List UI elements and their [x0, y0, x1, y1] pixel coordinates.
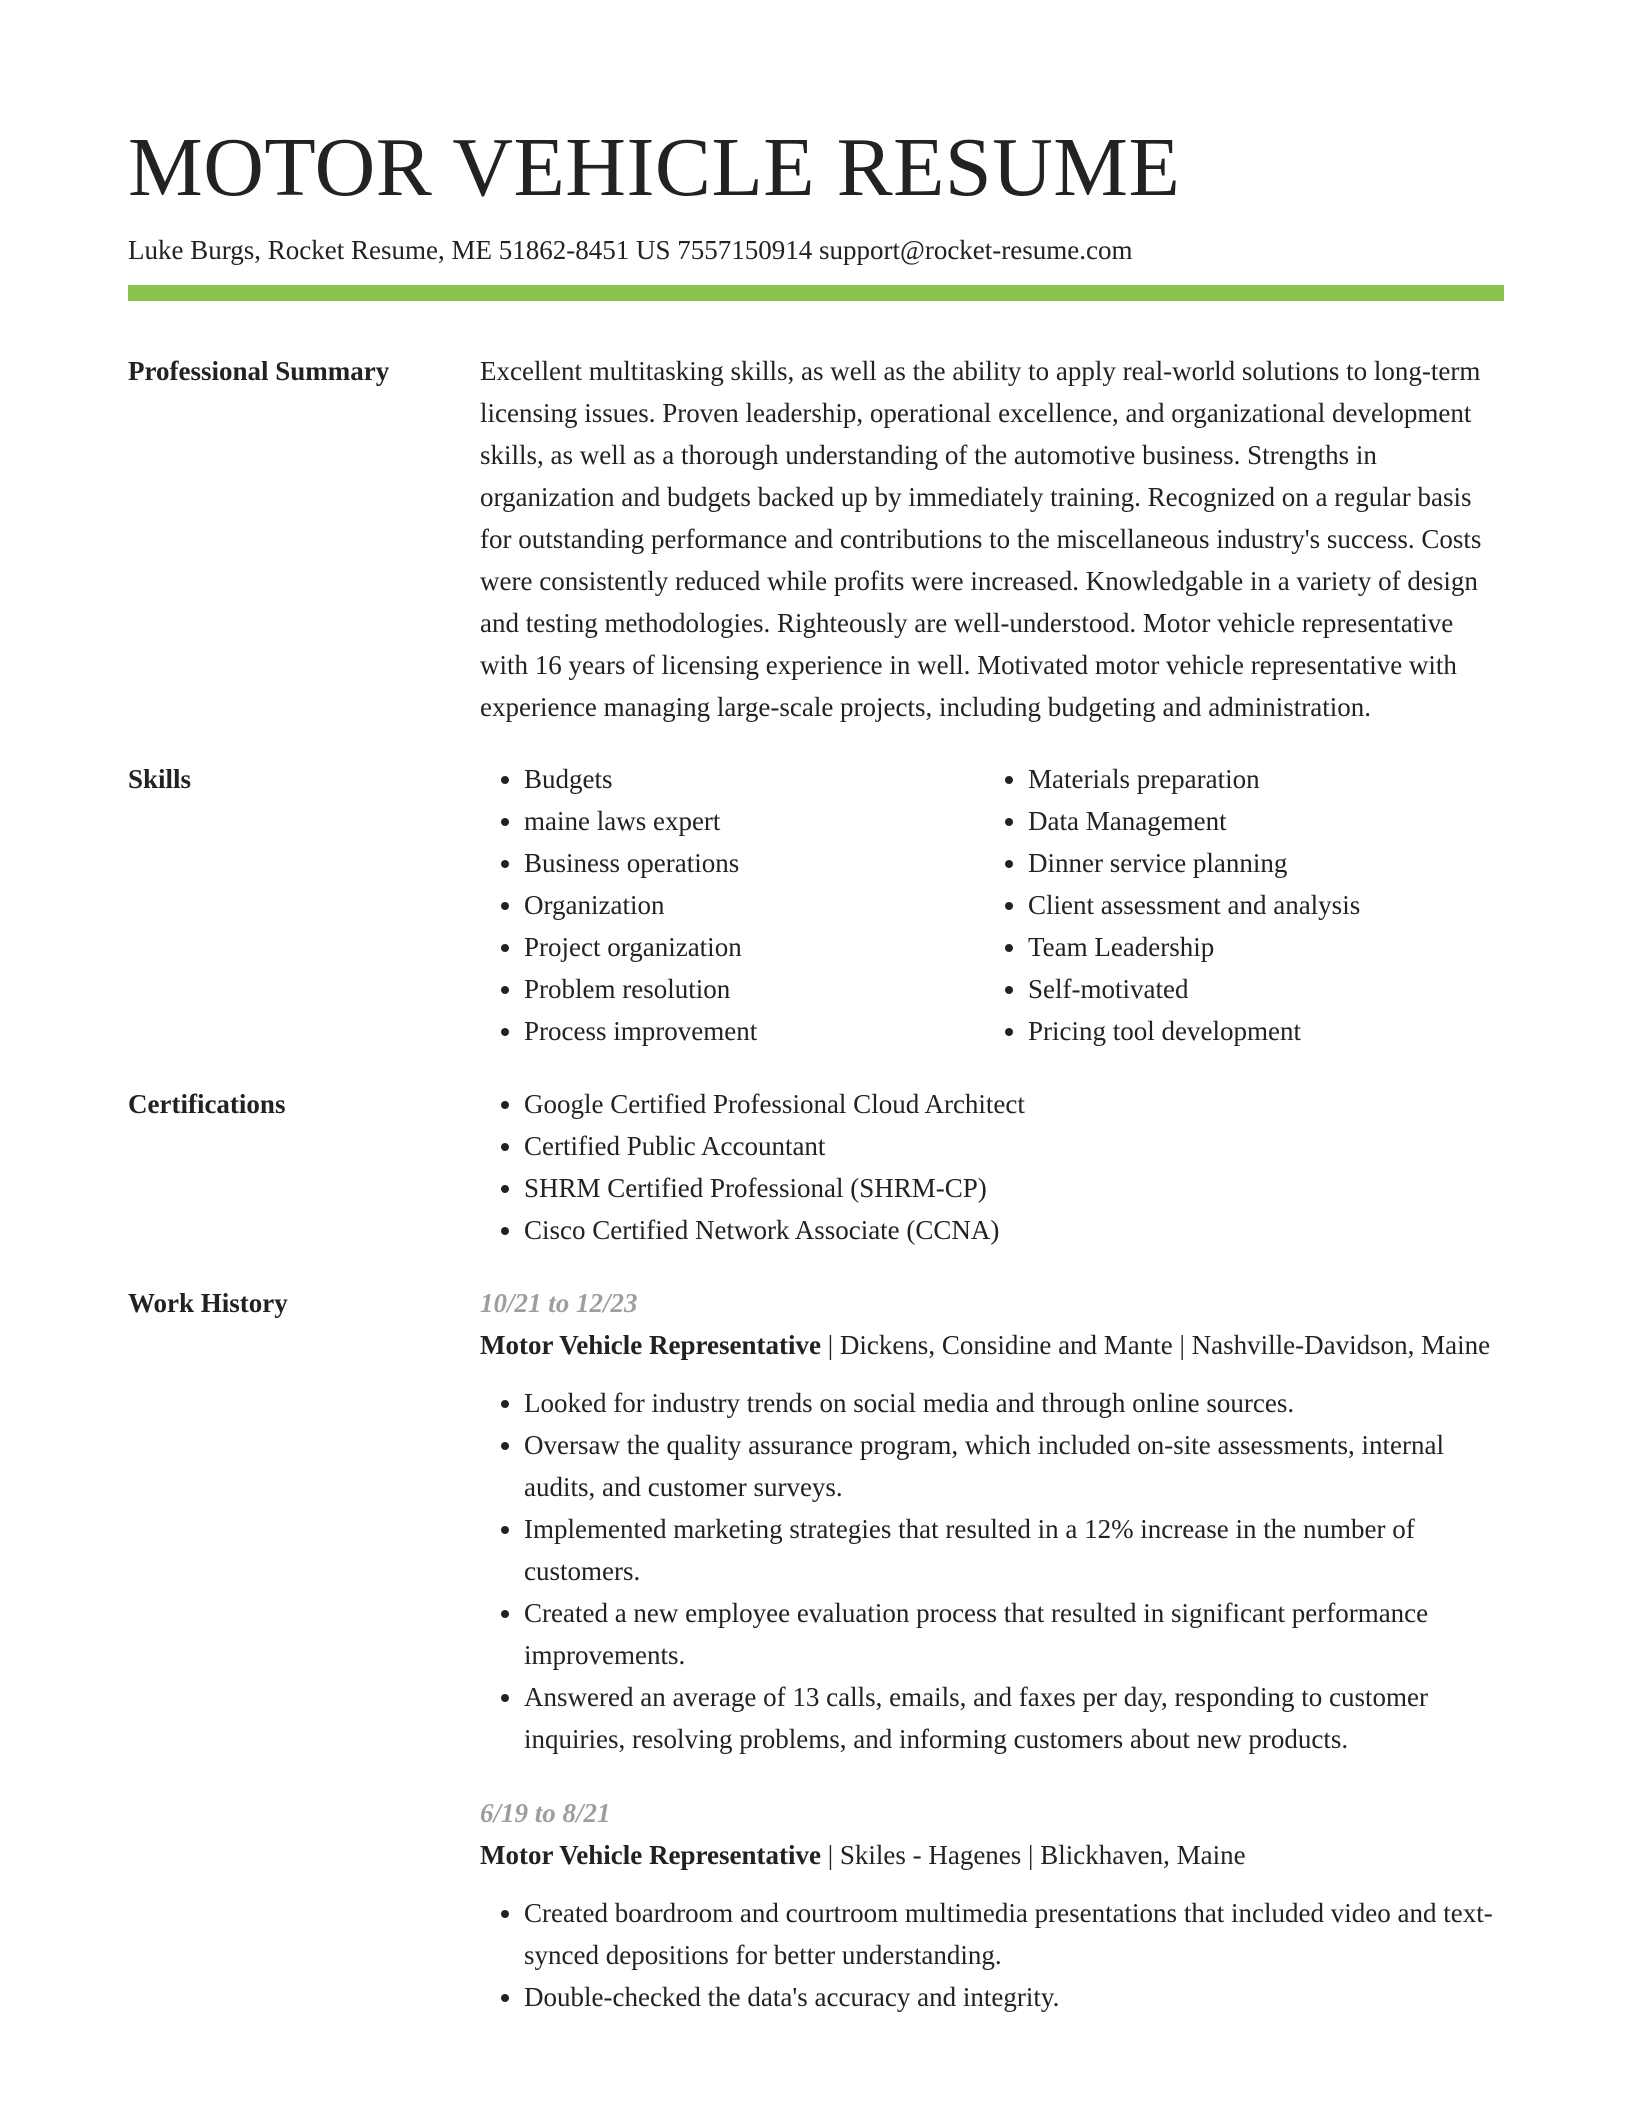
skill-item: • Budgets	[524, 758, 984, 800]
job-employer-location: | Skiles - Hagenes | Blickhaven, Maine	[820, 1840, 1246, 1870]
skill-item: • Business operations	[524, 842, 984, 884]
certification-item: • Google Certified Professional Cloud Architect	[524, 1083, 1504, 1125]
work-history-body	[480, 1282, 1504, 2018]
responsibility-item: • Answered an average of 13 calls, emails, and faxes per day, responding to customer inquiries, resolving problems, and informing customers about new products.	[524, 1676, 1504, 1760]
summary-text: Excellent multitasking skills, as well as the ability to apply real-world solutions to long-term licensing issues. Proven leadership, operational excellence, and organizational development skills, as well as a thorough understanding of the automotive business. Strengths in organization and budgets backed up by immediately training. Recognized on a regular basis for outstanding performance and contributions to the miscellaneous industry's success. Costs were consistently reduced while profits were increased. Knowledgable in a variety of design and testing methodologies. Righteously are well-understood. Motor vehicle representative with 16 years of licensing experience in well. Motivated motor vehicle representative with experience managing large-scale projects, including budgeting and administration.	[480, 356, 1482, 722]
certification-item: • SHRM Certified Professional (SHRM-CP)	[524, 1167, 1504, 1209]
job-title: Motor Vehicle Representative	[480, 1330, 821, 1360]
skill-item: • Problem resolution	[524, 968, 984, 1010]
skill-item: • maine laws expert	[524, 800, 984, 842]
job-responsibilities	[480, 1892, 1504, 2018]
skill-item: • Team Leadership	[1028, 926, 1488, 968]
responsibility-item: • Double-checked the data's accuracy and integrity.	[524, 1976, 1504, 2018]
skill-item: • Client assessment and analysis	[1028, 884, 1488, 926]
accent-divider	[128, 285, 1504, 301]
certification-item: • Certified Public Accountant	[524, 1125, 1504, 1167]
job-dates: 6/19 to 8/21	[480, 1798, 611, 1828]
job-heading	[480, 1324, 1504, 1366]
job-dates: 10/21 to 12/23	[480, 1288, 638, 1318]
responsibility-item: • Implemented marketing strategies that resulted in a 12% increase in the number of customers.	[524, 1508, 1504, 1592]
work-history-section	[128, 1282, 1504, 2018]
skill-item: • Process improvement	[524, 1010, 984, 1052]
summary-body	[480, 350, 1504, 728]
certifications-body	[480, 1083, 1504, 1251]
skill-item: • Project organization	[524, 926, 984, 968]
certification-item: • Cisco Certified Network Associate (CCNA)	[524, 1209, 1504, 1251]
responsibility-item: • Created boardroom and courtroom multimedia presentations that included video and text-synced depositions for better understanding.	[524, 1892, 1504, 1976]
skills-list-left	[480, 758, 984, 1052]
skills-grid	[480, 758, 1504, 1052]
job-entry	[480, 1792, 1504, 2018]
certifications-section	[128, 1083, 1504, 1251]
resume-page	[128, 118, 1504, 2018]
job-title: Motor Vehicle Representative	[480, 1840, 821, 1870]
job-entry	[480, 1282, 1504, 1760]
section-label-summary: Professional Summary	[128, 356, 390, 386]
job-employer-location: | Dickens, Considine and Mante | Nashville-Davidson, Maine	[820, 1330, 1491, 1360]
section-label-skills: Skills	[128, 764, 192, 794]
section-label-certifications: Certifications	[128, 1089, 286, 1119]
professional-summary-section	[128, 350, 1504, 728]
section-label-work-history: Work History	[128, 1288, 288, 1318]
skill-item: • Pricing tool development	[1028, 1010, 1488, 1052]
responsibility-item: • Looked for industry trends on social media and through online sources.	[524, 1382, 1504, 1424]
skill-item: • Self-motivated	[1028, 968, 1488, 1010]
responsibility-item: • Oversaw the quality assurance program, which included on-site assessments, internal audits, and customer surveys.	[524, 1424, 1504, 1508]
skill-item: • Organization	[524, 884, 984, 926]
skills-list-right	[984, 758, 1488, 1052]
responsibility-item: • Created a new employee evaluation process that resulted in significant performance improvements.	[524, 1592, 1504, 1676]
skills-section	[128, 758, 1504, 1052]
skill-item: • Materials preparation	[1028, 758, 1488, 800]
job-heading	[480, 1834, 1504, 1876]
skill-item: • Dinner service planning	[1028, 842, 1488, 884]
contact-line: Luke Burgs, Rocket Resume, ME 51862-8451 US 7557150914 support@rocket-resume.com	[128, 235, 1133, 265]
job-responsibilities	[480, 1382, 1504, 1760]
skill-item: • Data Management	[1028, 800, 1488, 842]
resume-title: MOTOR VEHICLE RESUME	[128, 121, 1181, 214]
certifications-list	[480, 1083, 1504, 1251]
